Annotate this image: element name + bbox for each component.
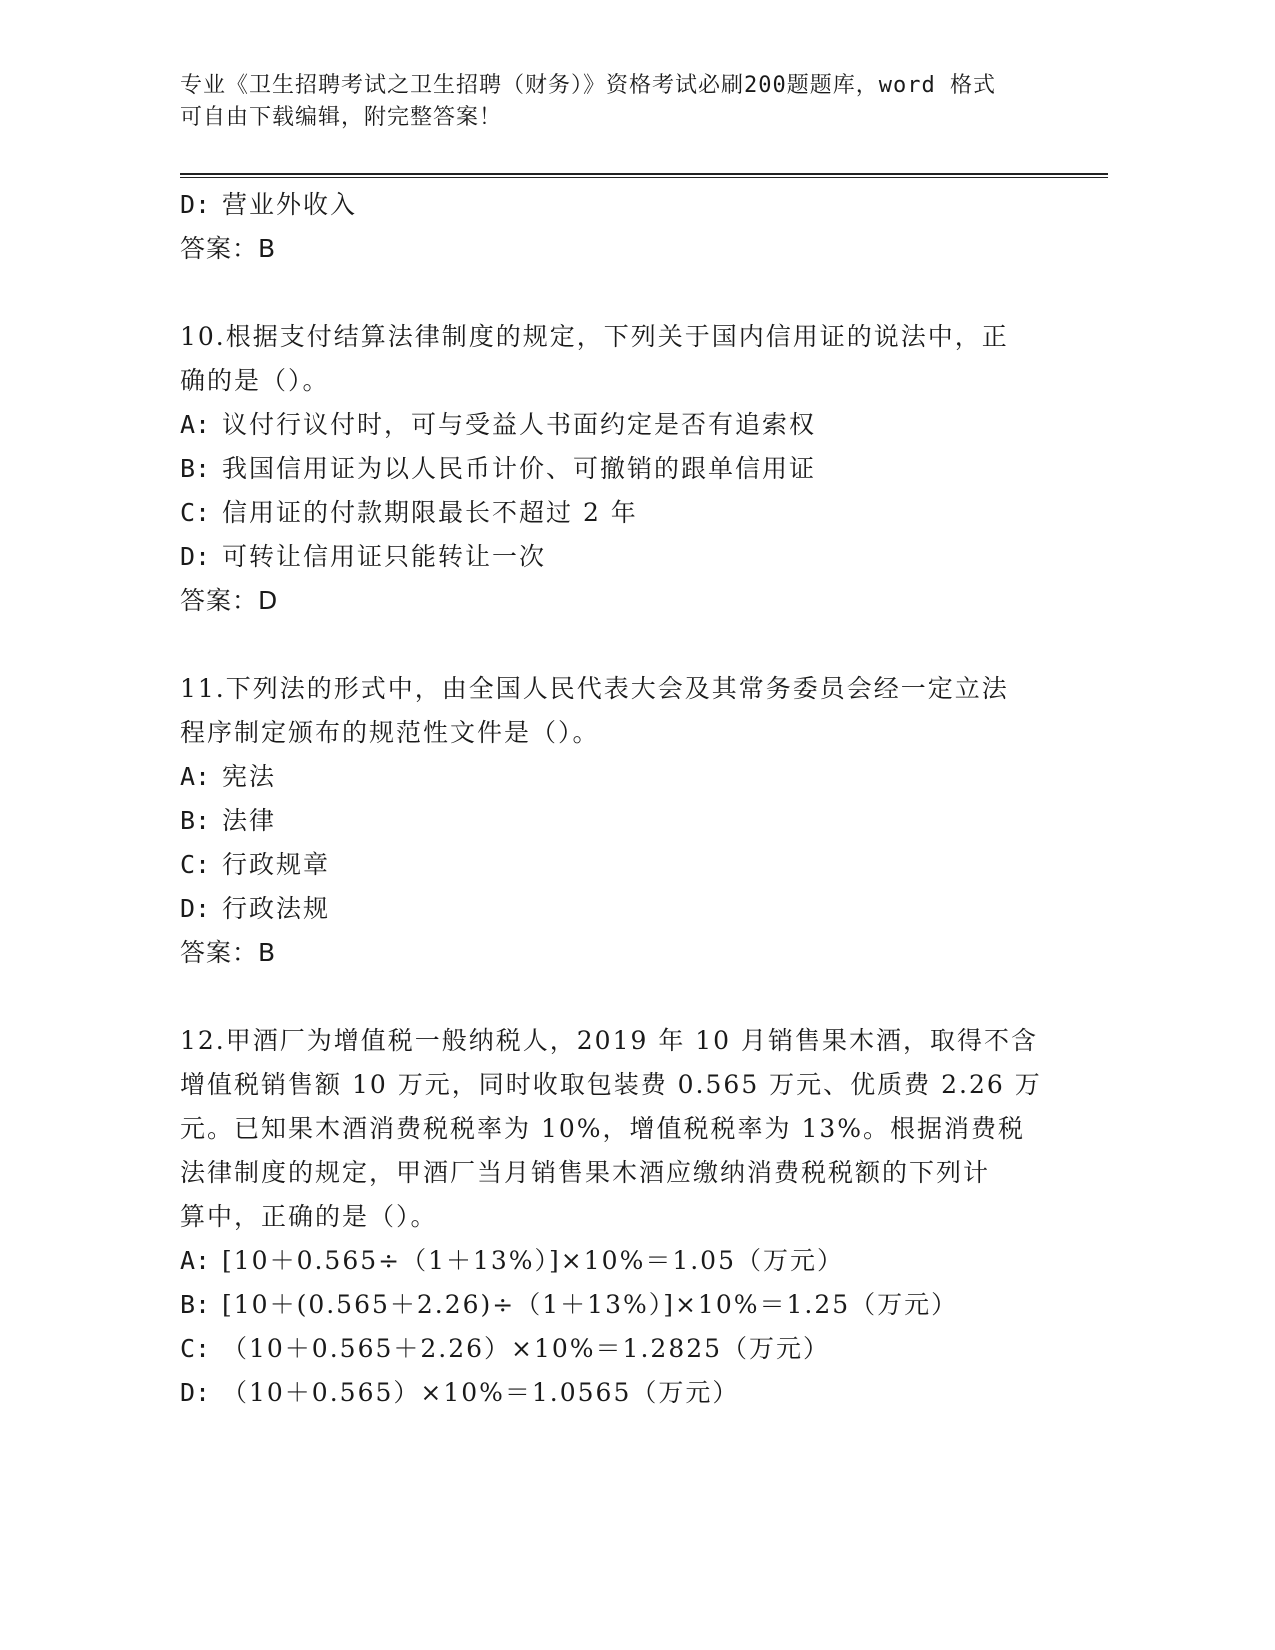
option-label: D: (180, 190, 211, 219)
option-text: 营业外收入 (222, 190, 358, 219)
option-text: （10＋0.565）×10%＝1.0565（万元） (222, 1378, 740, 1407)
spacer (180, 975, 1040, 1019)
question-stem-line: 确的是（）。 (180, 366, 330, 395)
option-c (180, 491, 1040, 535)
option-a (180, 755, 1040, 799)
question-stem-line: 增值税销售额 10 万元，同时收取包装费 0.565 万元、优质费 2.26 万 (180, 1070, 1042, 1099)
option-label: C: (180, 850, 211, 879)
option-label: A: (180, 410, 211, 439)
option-text: [10＋0.565÷（1＋13%）]×10%＝1.05（万元） (222, 1246, 844, 1275)
question-stem-line: 法律制度的规定，甲酒厂当月销售果木酒应缴纳消费税税额的下列计 (180, 1158, 991, 1187)
option-label: C: (180, 1334, 211, 1363)
question-stem-line: 算中，正确的是（）。 (180, 1202, 438, 1231)
option-label: D: (180, 894, 211, 923)
option-label: B: (180, 806, 211, 835)
option-text: 宪法 (222, 762, 277, 791)
option-text: 我国信用证为以人民币计价、可撤销的跟单信用证 (222, 454, 817, 483)
page-header (180, 70, 1060, 134)
question-answer: 答案：D (180, 586, 279, 615)
option-a (180, 1239, 1040, 1283)
question-12 (180, 1019, 1040, 1415)
question-stem-line: 12.甲酒厂为增值税一般纳税人，2019 年 10 月销售果木酒，取得不含 (180, 1026, 1039, 1055)
option-text: 议付行议付时，可与受益人书面约定是否有追索权 (222, 410, 817, 439)
option-a (180, 403, 1040, 447)
prev-question-option-d (180, 183, 1040, 227)
question-stem-line: 程序制定颁布的规范性文件是（）。 (180, 718, 600, 747)
option-b (180, 447, 1040, 491)
option-label: C: (180, 498, 211, 527)
option-label: B: (180, 1290, 211, 1319)
option-text: 行政法规 (222, 894, 331, 923)
header-divider (180, 173, 1108, 178)
option-text: 可转让信用证只能转让一次 (222, 542, 547, 571)
option-c (180, 843, 1040, 887)
option-label: A: (180, 1246, 211, 1275)
question-stem-line: 10.根据支付结算法律制度的规定，下列关于国内信用证的说法中，正 (180, 322, 1009, 351)
spacer (180, 623, 1040, 667)
document-body (180, 183, 1040, 1415)
prev-question-answer: 答案：B (180, 234, 277, 263)
spacer (180, 271, 1040, 315)
question-11 (180, 667, 1040, 975)
option-label: D: (180, 1378, 211, 1407)
question-10 (180, 315, 1040, 623)
option-label: A: (180, 762, 211, 791)
question-stem-line: 11.下列法的形式中，由全国人民代表大会及其常务委员会经一定立法 (180, 674, 1009, 703)
option-c (180, 1327, 1040, 1371)
option-d (180, 535, 1040, 579)
question-stem-line: 元。已知果木酒消费税税率为 10%，增值税税率为 13%。根据消费税 (180, 1114, 1026, 1143)
header-title-line-2: 可自由下载编辑，附完整答案！ (180, 105, 503, 130)
question-answer: 答案：B (180, 938, 277, 967)
option-d (180, 1371, 1040, 1415)
option-text: （10＋0.565＋2.26）×10%＝1.2825（万元） (222, 1334, 831, 1363)
option-text: [10＋(0.565＋2.26)÷（1＋13%）]×10%＝1.25（万元） (222, 1290, 959, 1319)
option-d (180, 887, 1040, 931)
option-label: B: (180, 454, 211, 483)
option-text: 行政规章 (222, 850, 331, 879)
option-b (180, 799, 1040, 843)
option-label: D: (180, 542, 211, 571)
header-title-line-1: 专业《卫生招聘考试之卫生招聘（财务）》资格考试必刷200题题库，word 格式 (180, 73, 996, 98)
option-text: 信用证的付款期限最长不超过 2 年 (222, 498, 638, 527)
option-text: 法律 (222, 806, 277, 835)
option-b (180, 1283, 1040, 1327)
